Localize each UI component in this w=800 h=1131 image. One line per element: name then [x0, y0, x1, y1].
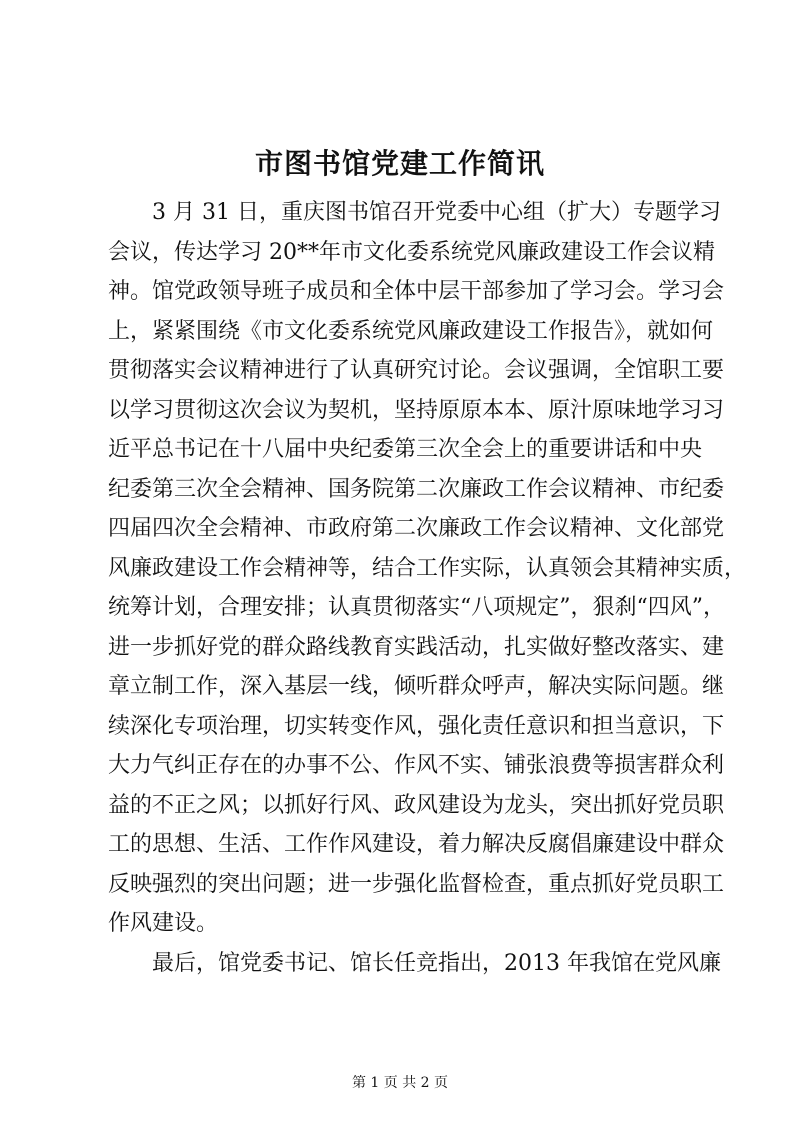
paragraph-line: 反映强烈的突出问题；进一步强化监督检查，重点抓好党员职工 — [108, 871, 725, 897]
paragraph-line: 大力气纠正存在的办事不公、作风不实、铺张浪费等损害群众利 — [108, 753, 725, 778]
paragraph-line: 统筹计划，合理安排；认真贯彻落实“八项规定”，狠刹“四风”， — [108, 595, 725, 620]
paragraph-line: 进一步抓好党的群众路线教育实践活动，扎实做好整改落实、建 — [108, 634, 725, 660]
paragraph-line: 风廉政建设工作会精神等，结合工作实际，认真领会其精神实质， — [108, 555, 747, 581]
document-body — [108, 193, 747, 983]
paragraph-line: 会议，传达学习 20**年市文化委系统党风廉政建设工作会议精 — [108, 239, 715, 265]
paragraph-line: 章立制工作，深入基层一线，倾听群众呼声，解决实际问题。继 — [108, 674, 725, 699]
paragraph-line: 近平总书记在十八届中央纪委第三次全会上的重要讲话和中央 — [108, 437, 703, 462]
paragraph-line: 工的思想、生活、工作作风建设，着力解决反腐倡廉建设中群众 — [108, 832, 725, 857]
document-title: 市图书馆党建工作简讯 — [254, 147, 545, 180]
page-number-footer: 第 1 页 共 2 页 — [351, 1075, 449, 1091]
paragraph-line: 作风建设。 — [108, 911, 219, 936]
paragraph-line: 贯彻落实会议精神进行了认真研究讨论。会议强调，全馆职工要 — [108, 358, 725, 383]
paragraph-line: 最后，馆党委书记、馆长任竞指出，2013 年我馆在党风廉 — [152, 950, 721, 976]
paragraph-line: 以学习贯彻这次会议为契机，坚持原原本本、原汁原味地学习习 — [108, 397, 725, 423]
paragraph-line: 续深化专项治理，切实转变作风，强化责任意识和担当意识，下 — [108, 713, 725, 739]
paragraph-line: 3 月 31 日，重庆图书馆召开党委中心组（扩大）专题学习 — [152, 200, 721, 225]
paragraph-line: 纪委第三次全会精神、国务院第二次廉政工作会议精神、市纪委 — [108, 476, 725, 502]
paragraph-line: 四届四次全会精神、市政府第二次廉政工作会议精神、文化部党 — [108, 516, 725, 541]
paragraph-line: 神。馆党政领导班子成员和全体中层干部参加了学习会。学习会 — [108, 279, 725, 304]
paragraph-line: 益的不正之风；以抓好行风、政风建设为龙头，突出抓好党员职 — [108, 792, 725, 818]
paragraph-line: 上，紧紧围绕《市文化委系统党风廉政建设工作报告》，就如何 — [108, 318, 714, 344]
